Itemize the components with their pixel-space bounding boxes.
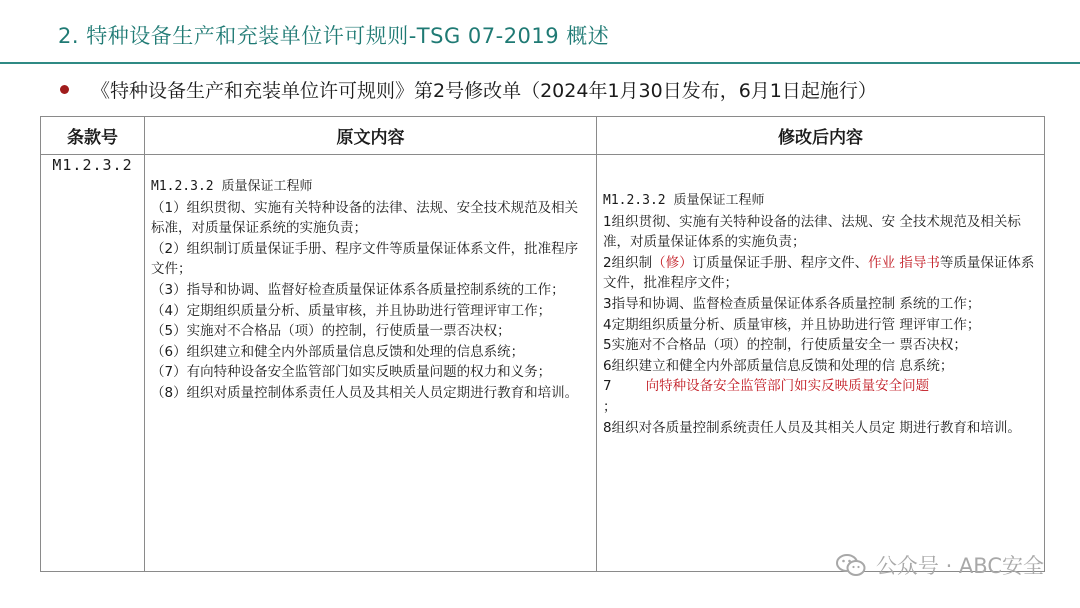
watermark (836, 550, 1044, 580)
title-divider (0, 62, 1080, 64)
revised-item-7-num: 7 (603, 378, 612, 395)
revised-item-7-text: 向特种设备安全监管部门如实反映质量安全问题 (645, 378, 930, 395)
revised-item-2-e: 等质量保证体系文件，批准程序文件； (603, 254, 1035, 292)
revised-item-7 (603, 376, 1036, 397)
revised-item-8: 8组织对各质量控制系统责任人员及其相关人员定 期进行教育和培训。 (603, 419, 1021, 436)
bullet-dot-icon (60, 85, 69, 94)
revised-item-1: 1组织贯彻、实施有关特种设备的法律、法规、安 全技术规范及相关标准，对质量保证体系的实施负责； (603, 213, 1021, 251)
clause-number: M1.2.3.2 (41, 155, 145, 572)
header-original: 原文内容 (145, 117, 597, 155)
bullet-line (60, 76, 877, 103)
watermark-text: 公众号 · ABC安全 (875, 554, 1044, 578)
revised-content-cell (597, 155, 1045, 572)
revised-item-4: 4定期组织质量分析、质量审核，并且协助进行管 理评审工作； (603, 316, 981, 333)
original-item-3: （3）指导和协调、监督好检查质量保证体系各质量控制系统的工作； (151, 281, 565, 298)
slide-title: 2. 特种设备生产和充装单位许可规则-TSG 07-2019 概述 (58, 24, 610, 48)
revised-item-3: 3指导和协调、监督检查质量保证体系各质量控制 系统的工作； (603, 295, 981, 312)
revised-item-2-a: 2组织制 (603, 254, 653, 271)
amendment-table (40, 116, 1045, 572)
revised-item-2-added: 作业 指导书 (868, 254, 940, 271)
table-row (41, 155, 1045, 572)
original-content-cell (145, 155, 597, 572)
original-item-1: （1）组织贯彻、实施有关特种设备的法律、法规、安全技术规范及相关标准，对质量保证系统的实施负责； (151, 199, 579, 237)
revised-item-5: 5实施对不合格品（项）的控制，行使质量安全一 票否决权； (603, 337, 967, 354)
revised-item-7-tail: ； (603, 398, 617, 415)
header-revised: 修改后内容 (597, 117, 1045, 155)
revised-item-6: 6组织建立和健全内外部质量信息反馈和处理的信 息系统； (603, 357, 954, 374)
table-header-row (41, 117, 1045, 155)
original-item-6: （6）组织建立和健全内外部质量信息反馈和处理的信息系统； (151, 343, 525, 360)
original-item-8: （8）组织对质量控制体系责任人员及其相关人员定期进行教育和培训。 (151, 384, 579, 401)
original-heading: M1.2.3.2 质量保证工程师 (151, 179, 313, 194)
original-item-5: （5）实施对不合格品（项）的控制，行使质量一票否决权； (151, 323, 511, 340)
original-item-4: （4）定期组织质量分析、质量审核，并且协助进行管理评审工作； (151, 302, 552, 319)
revised-heading: M1.2.3.2 质量保证工程师 (603, 193, 765, 208)
original-item-7: （7）有向特种设备安全监管部门如实反映质量问题的权力和义务； (151, 364, 552, 381)
revised-item-2-c: 订质量保证手册、程序文件、 (692, 254, 869, 271)
original-item-2: （2）组织制订质量保证手册、程序文件等质量保证体系文件，批准程序文件； (151, 240, 579, 278)
revised-item-2 (603, 253, 1036, 294)
header-clause: 条款号 (41, 117, 145, 155)
revised-item-2-mark: （修） (652, 254, 693, 271)
wechat-icon (836, 553, 866, 577)
bullet-text: 《特种设备生产和充装单位许可规则》第2号修改单（2024年1月30日发布，6月1日起施行） (91, 80, 877, 102)
